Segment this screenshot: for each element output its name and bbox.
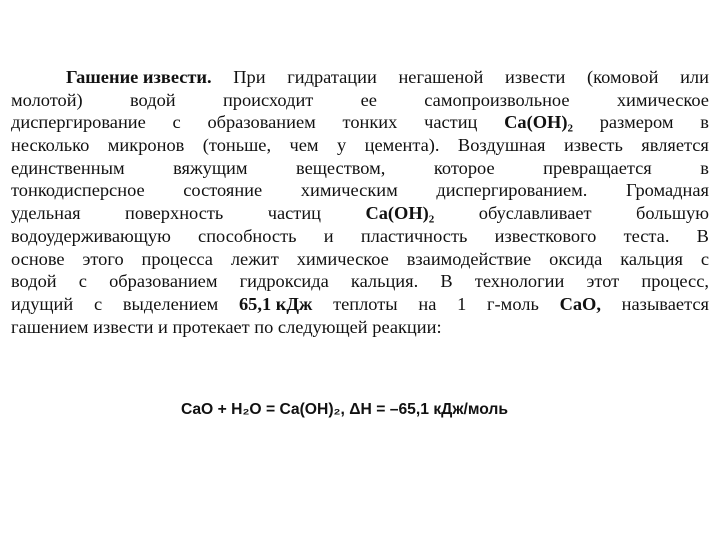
paragraph-line bbox=[11, 248, 709, 271]
paragraph-word: микронов bbox=[107, 135, 185, 156]
paragraph-word: называется bbox=[621, 293, 709, 314]
paragraph-word: образованием bbox=[109, 271, 218, 292]
paragraph-word: процесс, bbox=[641, 271, 709, 292]
paragraph-word: гидратации bbox=[287, 67, 377, 87]
paragraph-word: единственным bbox=[11, 157, 125, 178]
paragraph-word: несколько bbox=[11, 135, 90, 156]
paragraph-word: с bbox=[78, 271, 87, 292]
paragraph-word: водоудерживающую bbox=[11, 225, 171, 246]
paragraph-word: цемента). bbox=[364, 135, 440, 156]
paragraph-word: Ca(OH)₂ bbox=[365, 203, 435, 224]
body-paragraph bbox=[11, 66, 709, 338]
paragraph-line bbox=[11, 316, 709, 339]
paragraph-word: или bbox=[680, 67, 709, 87]
paragraph-word: процесса bbox=[141, 248, 213, 269]
paragraph-word: известь bbox=[563, 135, 623, 156]
paragraph-word: чем bbox=[289, 135, 319, 156]
paragraph-word: лежит bbox=[230, 248, 279, 269]
paragraph-word: 1 bbox=[457, 293, 467, 314]
paragraph-word: CaO, bbox=[559, 293, 601, 314]
paragraph-line bbox=[11, 134, 709, 157]
paragraph-word: ее bbox=[360, 89, 377, 110]
paragraph-word: диспергирование bbox=[11, 112, 146, 133]
paragraph-word: в bbox=[700, 112, 709, 133]
paragraph-word: тонкодисперсное bbox=[11, 180, 145, 201]
paragraph-word: взаимодействие bbox=[406, 248, 532, 269]
paragraph-word: Ca(OH)₂ bbox=[504, 112, 573, 133]
paragraph-word: теплоты bbox=[333, 293, 398, 314]
paragraph-word: кальция bbox=[620, 248, 683, 269]
paragraph-word: водой bbox=[11, 271, 57, 292]
paragraph-word: В bbox=[440, 271, 453, 292]
paragraph-word: идущий bbox=[11, 293, 74, 314]
paragraph-word: диспергированием. bbox=[436, 180, 588, 201]
paragraph-word: теста. bbox=[623, 225, 670, 246]
paragraph-line bbox=[11, 179, 709, 202]
paragraph-word: молотой) bbox=[11, 89, 83, 110]
paragraph-word: тонких bbox=[342, 112, 398, 133]
paragraph-word: образованием bbox=[207, 112, 316, 133]
paragraph-word: с bbox=[172, 112, 181, 133]
paragraph-word: с bbox=[93, 293, 103, 314]
paragraph-word: (комовой bbox=[587, 67, 659, 87]
paragraph-word: Громадная bbox=[625, 180, 709, 201]
paragraph-word: веществом, bbox=[296, 157, 386, 178]
paragraph-line bbox=[11, 270, 709, 293]
paragraph-word: в bbox=[700, 157, 709, 178]
paragraph-word: водой bbox=[130, 89, 176, 110]
paragraph-line bbox=[11, 202, 709, 225]
paragraph-word: большую bbox=[636, 203, 709, 224]
paragraph-word: В bbox=[696, 225, 709, 246]
paragraph-word: на bbox=[418, 293, 437, 314]
paragraph-word: (тоньше, bbox=[202, 135, 272, 156]
paragraph-word: обуславливает bbox=[478, 203, 592, 224]
paragraph-word: оксида bbox=[549, 248, 603, 269]
paragraph-word: гидроксида bbox=[239, 271, 329, 292]
paragraph-word: негашеной bbox=[398, 67, 484, 87]
paragraph-word: известкового bbox=[494, 225, 597, 246]
paragraph-word: гашением извести и протекает по следующей реакции: bbox=[11, 316, 442, 337]
paragraph-word: и bbox=[323, 225, 334, 246]
paragraph-word: основе bbox=[11, 248, 65, 269]
paragraph-word: превращается bbox=[543, 157, 652, 178]
paragraph-word: г-моль bbox=[487, 293, 539, 314]
paragraph-word: этого bbox=[82, 248, 124, 269]
paragraph-word: вяжущим bbox=[173, 157, 248, 178]
paragraph-word: выделением bbox=[122, 293, 219, 314]
paragraph-word: способность bbox=[198, 225, 297, 246]
paragraph-line bbox=[11, 66, 709, 89]
paragraph-line bbox=[11, 225, 709, 248]
paragraph-line bbox=[11, 111, 709, 134]
paragraph-word: кальция. bbox=[350, 271, 419, 292]
paragraph-word: является bbox=[641, 135, 709, 156]
paragraph-word: извести bbox=[505, 67, 566, 87]
paragraph-word: химическим bbox=[300, 180, 398, 201]
reaction-equation: CaO + H₂O = Ca(OH)₂, ΔH = –65,1 кДж/моль bbox=[181, 401, 509, 418]
paragraph-word: у bbox=[337, 135, 347, 156]
paragraph-word: Гашение извести. bbox=[66, 67, 212, 87]
paragraph-word: этот bbox=[586, 271, 620, 292]
paragraph-word: химическое bbox=[616, 89, 709, 110]
paragraph-word: частиц bbox=[267, 203, 322, 224]
paragraph-line bbox=[11, 157, 709, 180]
paragraph-word: химическое bbox=[296, 248, 389, 269]
paragraph-word: При bbox=[233, 67, 266, 87]
paragraph-word: поверхность bbox=[125, 203, 224, 224]
paragraph-word: удельная bbox=[11, 203, 81, 224]
paragraph-word: происходит bbox=[222, 89, 314, 110]
paragraph-line bbox=[11, 89, 709, 112]
paragraph-word: Воздушная bbox=[457, 135, 546, 156]
paragraph-word: частиц bbox=[424, 112, 478, 133]
paragraph-word: пластичность bbox=[360, 225, 468, 246]
paragraph-word: размером bbox=[599, 112, 674, 133]
paragraph-word: с bbox=[700, 248, 709, 269]
paragraph-word: самопроизвольное bbox=[424, 89, 570, 110]
paragraph-line bbox=[11, 293, 709, 316]
paragraph-word: которое bbox=[433, 157, 495, 178]
paragraph-word: состояние bbox=[183, 180, 263, 201]
paragraph-word: 65,1 кДж bbox=[238, 293, 313, 314]
paragraph-word: технологии bbox=[474, 271, 565, 292]
